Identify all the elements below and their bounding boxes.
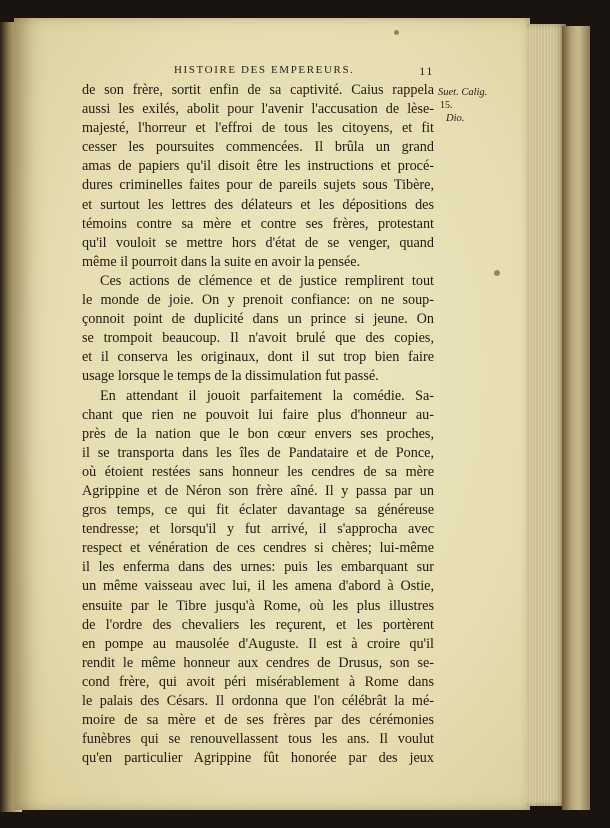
foxing-spot <box>394 30 399 35</box>
text-line: de son frère, sortit enfin de sa captivité. Caius rappela <box>82 82 434 98</box>
text-line: se trompoit beaucoup. Il n'avoit brulé que des copies, <box>82 330 434 347</box>
text-line: où étoient restées sans honneur les cendres de sa mère <box>82 463 434 480</box>
text-line: le palais des Césars. Il ordonna que l'on célébrât la mé- <box>82 693 434 709</box>
text-line: aussi les exilés, abolit pour l'avenir l'accusation de lèse- <box>82 101 434 118</box>
text-line: le monde de joie. On y prenoit confiance: on ne soup- <box>82 292 434 309</box>
text-line: témoins contre sa mère et contre ses frères, protestant <box>82 215 434 232</box>
text-line: amas de papiers qu'il disoit être les instructions et procé- <box>82 158 434 175</box>
text-line: cesser les poursuites commencées. Il brûla un grand <box>82 139 434 156</box>
text-line: En attendant il jouoit parfaitement la comédie. Sa- <box>100 387 434 404</box>
text-line: respect et vénération de ces cendres si chères; lui-même <box>82 540 434 557</box>
text-line: et surtout les lettres des délateurs et les dépositions des <box>82 196 434 213</box>
text-line: qu'en particulier Agrippine fût honorée par des jeux <box>82 750 434 767</box>
text-line: moire de sa mère et de ses frères par des cérémonies <box>82 712 434 729</box>
text-line: tendresse; et lorsqu'il y fut arrivé, il s'approcha avec <box>82 521 434 538</box>
text-line: funèbres qui se renouvellassent tous les ans. Il voulut <box>82 731 434 748</box>
text-line: rendit le même honneur aux cendres de Drusus, son se- <box>82 654 434 671</box>
page-block-edge <box>526 24 566 806</box>
text-line: majesté, l'horreur et l'effroi de tous les citoyens, et fit <box>82 120 434 137</box>
text-line: usage lorsque le temps de la dissimulation fut passé. <box>82 368 379 385</box>
margin-note <box>438 86 518 125</box>
text-line: Agrippine et de Néron son frère aîné. Il y passa par un <box>82 482 434 499</box>
margin-note-line: Dio. <box>446 113 465 124</box>
running-title: HISTOIRE DES EMPEREURS. <box>174 64 355 76</box>
text-line: un même vaisseau avec lui, il les amena d'abord à Ostie, <box>82 578 434 595</box>
book-cover-edge <box>562 26 590 810</box>
page-number: 11 <box>419 64 434 78</box>
text-line: il se transporta dans les îles de Pandataire et de Ponce, <box>82 444 434 461</box>
text-line: chant que rien ne pouvoit lui faire plus d'honneur au- <box>82 406 434 423</box>
text-line: près de la nation que le bon cœur envers ses proches, <box>82 425 434 442</box>
text-line: dures criminelles faites pour de pareils sujets sous Tibère, <box>82 177 434 194</box>
text-line: il les enferma dans des urnes: puis les embarquant sur <box>82 559 434 576</box>
text-line: çonnoit point de duplicité dans un prince si jeune. On <box>82 311 434 328</box>
text-line: cond frère, qui avoit péri misérablement à Rome dans <box>82 673 434 690</box>
margin-note-line: Suet. Calig. <box>438 87 488 98</box>
running-header <box>80 64 434 80</box>
text-line: en pompe au mausolée d'Auguste. Il est à croire qu'il <box>82 635 434 652</box>
text-line: et il conserva les originaux, dont il sut trop bien faire <box>82 349 434 366</box>
text-line: gros temps, ce qui fit éclater davantage sa généreuse <box>82 502 434 519</box>
text-line: ensuite par le Tibre jusqu'à Rome, où les plus illustres <box>82 597 434 614</box>
foxing-spot <box>494 270 500 276</box>
margin-note-line: 15. <box>440 100 453 111</box>
body-text <box>82 81 434 768</box>
text-line: même il pourroit dans la suite en avoir la pensée. <box>82 253 361 270</box>
text-line: Ces actions de clémence et de justice remplirent tout <box>100 272 434 289</box>
text-line: de l'ordre des chevaliers les reçurent, et les portèrent <box>82 616 434 633</box>
text-line: qu'il vouloit se mettre hors d'état de se venger, quand <box>82 234 434 251</box>
